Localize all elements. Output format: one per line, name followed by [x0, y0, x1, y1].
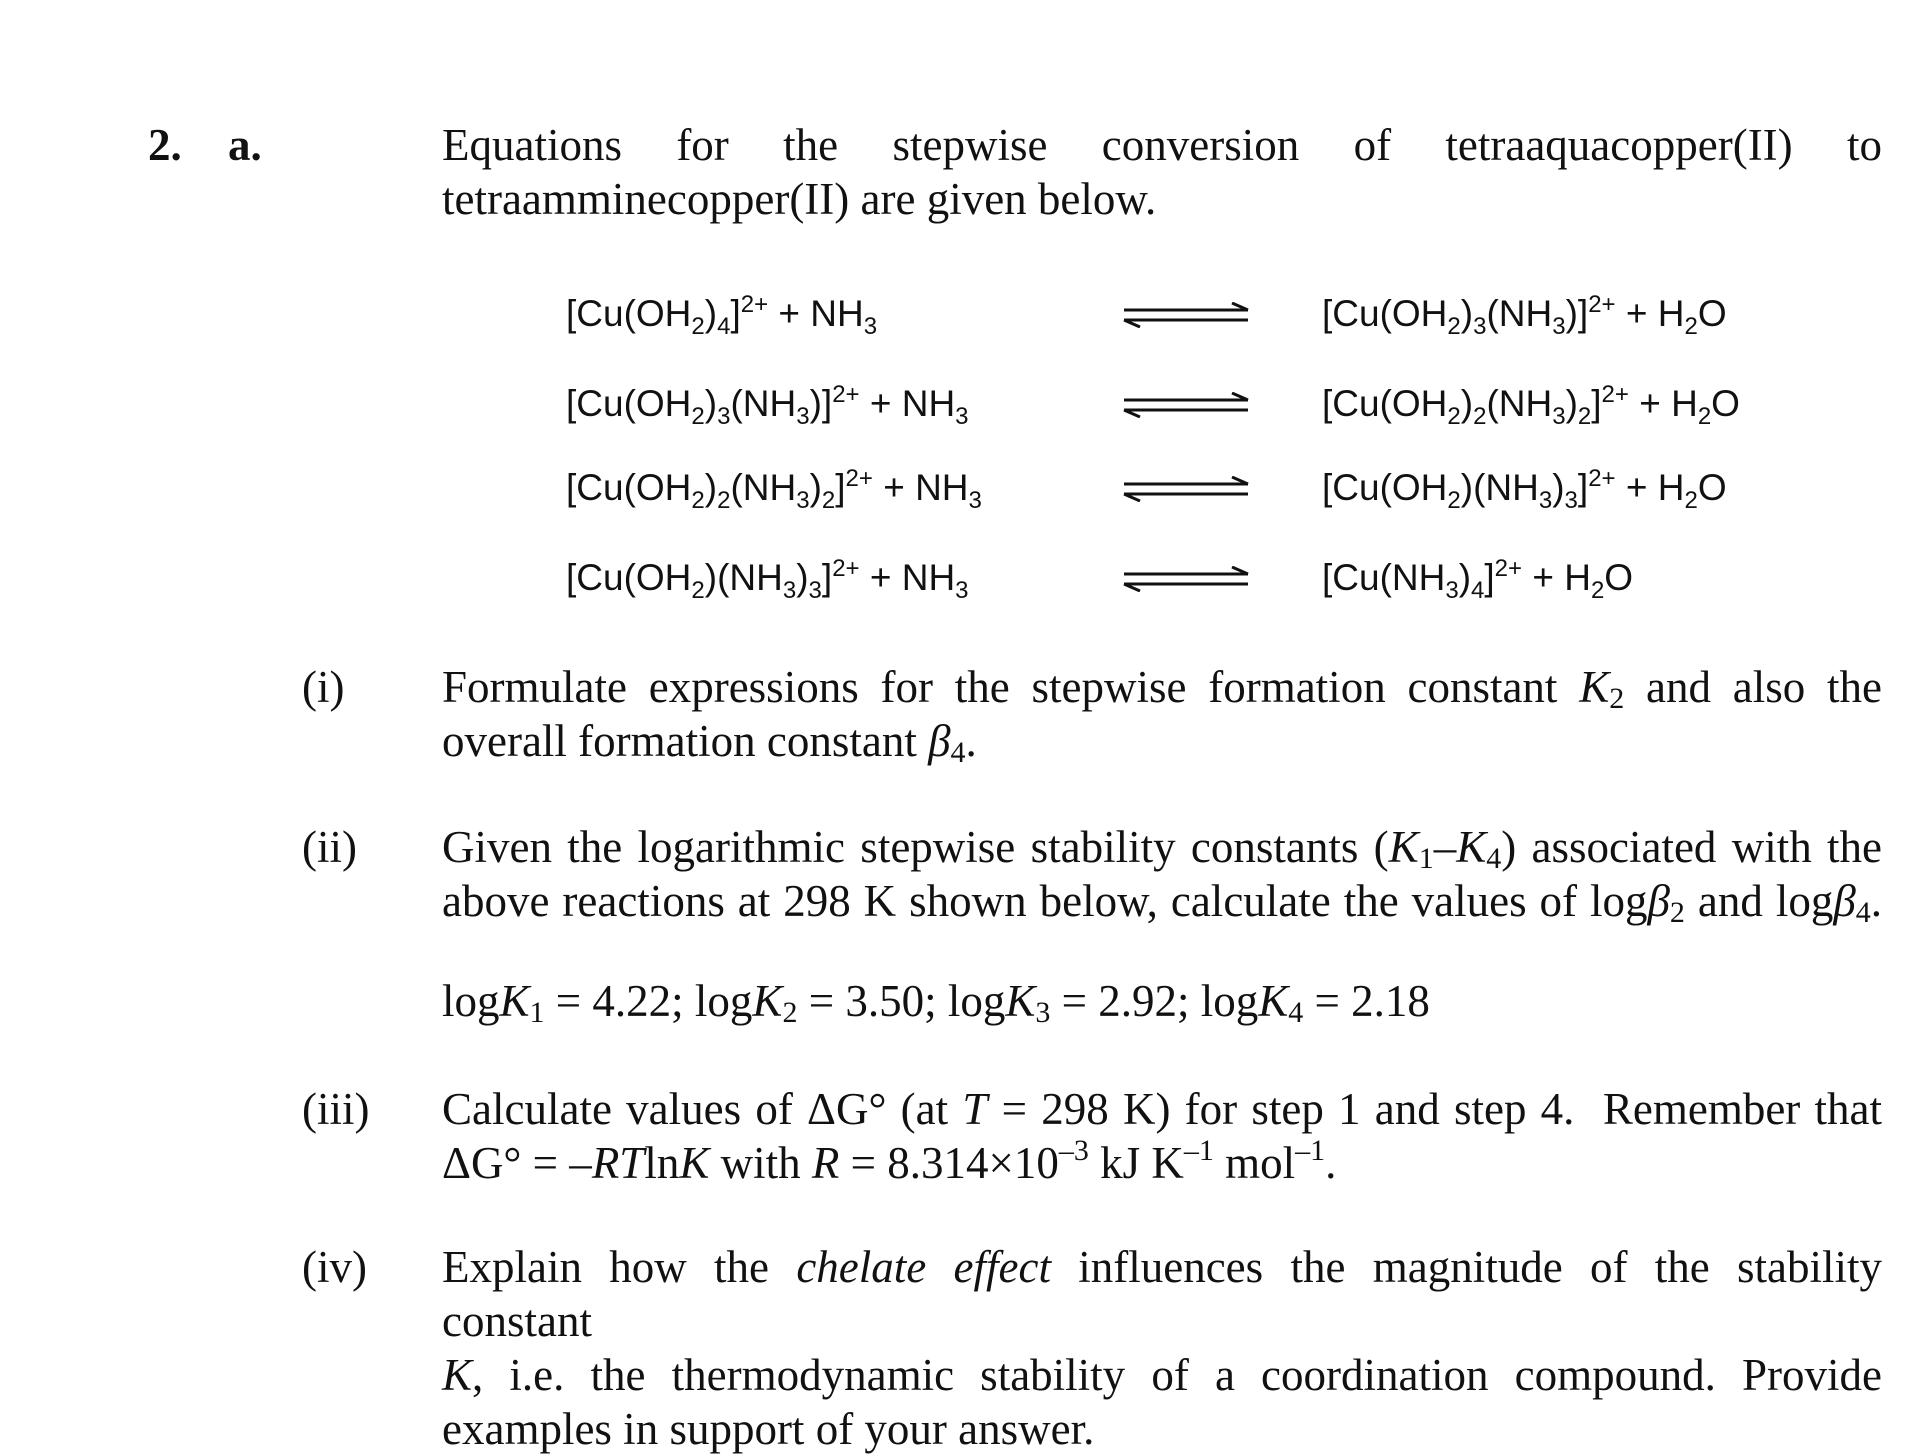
- item-ii-constants: logK$_1$ = 4.22; logK$_2$ = 3.50; logK$_3$ = 2.92; logK$_4$ = 2.18: [442, 976, 1430, 1029]
- question-part: a.: [228, 120, 262, 170]
- item-ii-text: Given the logarithmic stepwise stability constants $(K_1-K_4)$ associated with the above reactions at 298 K shown below, calculate the values of logβ$_2$ and logβ$_4$.: [442, 822, 1883, 929]
- equilibrium-arrow-icon: [1120, 392, 1252, 418]
- equation-2-rhs: $[Cu(OH_2)_2(NH_3)_2]^{2+} + H_2O$: [1322, 381, 1740, 430]
- question-intro-line2: tetraamminecopper(II) are given below.: [442, 174, 1157, 224]
- equation-4-lhs: $[Cu(OH_2)(NH_3)_3]^{2+} + NH_3$: [566, 555, 969, 604]
- item-iii-label: (iii): [302, 1084, 370, 1134]
- equation-3-lhs: $[Cu(OH_2)_2(NH_3)_2]^{2+} + NH_3$: [566, 465, 982, 514]
- equation-3-rhs: $[Cu(OH_2)(NH_3)_3]^{2+} + H_2O$: [1322, 465, 1727, 514]
- item-i-label: (i): [302, 662, 345, 712]
- equation-2-lhs: $[Cu(OH_2)_3(NH_3)]^{2+} + NH_3$: [566, 381, 969, 430]
- item-iv-text: Explain how the chelate effect influences the magnitude of the stability constant K, i.e. the thermodynamic stability of a coordination compound. Provide examples in support of your answer.: [442, 1242, 1882, 1454]
- question-intro: [442, 118, 1882, 226]
- item-ii-label: (ii): [302, 822, 357, 872]
- equation-1-lhs: $[Cu(OH_2)_4]^{2+} + NH_3$: [566, 291, 878, 340]
- item-iii-text: Calculate values of ΔG° (at T = 298 K) for step 1 and step 4. Remember that ΔG° = –RTlnK with $R = 8.314\times 10^{-3}$ kJ $K^{-1}$ mol$^{-1}$.: [442, 1084, 1882, 1188]
- question-number: 2.: [148, 120, 182, 170]
- equation-4-rhs: $[Cu(NH_3)_4]^{2+} + H_2O$: [1322, 555, 1634, 604]
- item-i-text: Formulate expressions for the stepwise formation constant $K_2$ and also the overall formation constant $\beta_4$.: [442, 662, 1883, 769]
- item-iv-label: (iv): [302, 1242, 367, 1292]
- equation-1-rhs: $[Cu(OH_2)_3(NH_3)]^{2+} + H_2O$: [1322, 291, 1727, 340]
- equilibrium-arrow-icon: [1120, 302, 1252, 328]
- equilibrium-arrow-icon: [1120, 566, 1252, 592]
- question-intro-line1: Equations for the stepwise conversion of tetraaquacopper(II) to: [442, 120, 1882, 170]
- equilibrium-arrow-icon: [1120, 476, 1252, 502]
